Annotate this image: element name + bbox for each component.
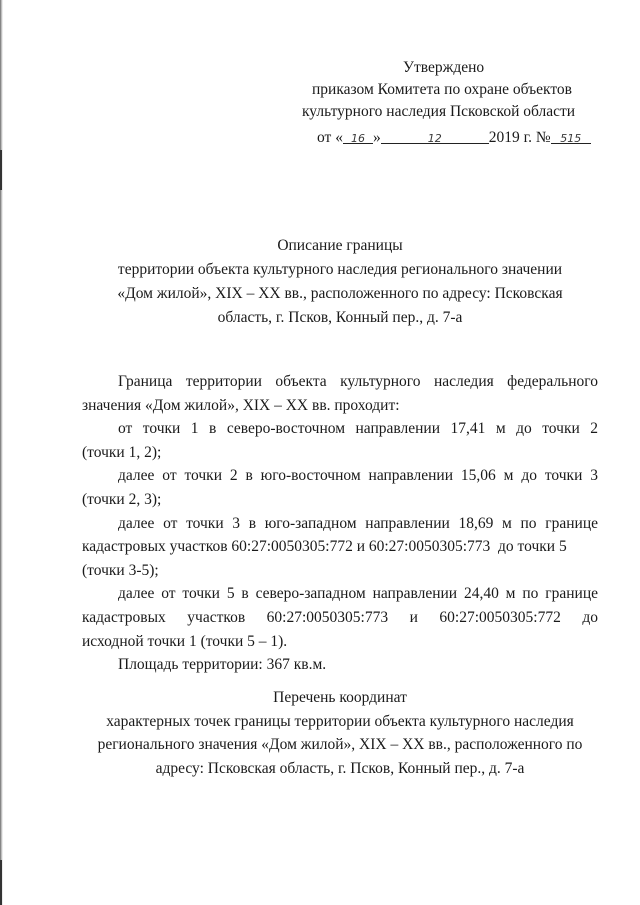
number-handwritten: 515 xyxy=(560,132,582,145)
year-number-text: 2019 г. № xyxy=(488,129,551,146)
month-handwritten: 12 xyxy=(427,132,442,145)
month-field xyxy=(381,128,489,144)
boundary-description xyxy=(82,370,598,677)
segment-line: далее от точки 2 в юго-восточном направлении 15,06 м до точки 3 xyxy=(118,467,598,485)
date-mid: » xyxy=(372,129,381,146)
scan-left-edge xyxy=(0,0,3,905)
segment-line: далее от точки 3 в юго-западном направлении 18,69 м по границе xyxy=(118,514,598,532)
segment-line: от точки 1 в северо-восточном направлении 17,41 м до точки 2 xyxy=(118,420,598,438)
description-title-line: Описание границы xyxy=(277,237,403,254)
coordinates-title-line: характерных точек границы территории объекта культурного наследия xyxy=(106,712,574,730)
approval-order-line: приказом Комитета по охране объектов xyxy=(312,81,573,98)
description-title xyxy=(80,234,600,330)
coordinates-title-line: адресу: Псковская область, г. Псков, Конный пер., д. 7-а xyxy=(155,759,525,777)
scan-edge-mark xyxy=(0,150,2,190)
scan-edge-mark xyxy=(0,860,2,905)
intro-line: значения «Дом жилой», XIX – XX вв. проходит: xyxy=(82,396,400,414)
approval-committee-line: культурного наследия Псковской области xyxy=(302,103,576,120)
approval-date-line xyxy=(317,128,591,148)
coordinates-title-line: регионального значения «Дом жилой», XIX – XX вв., расположенного по xyxy=(97,736,583,753)
date-prefix: от « xyxy=(317,129,343,146)
segment-line: (точки 2, 3); xyxy=(82,490,162,508)
day-field xyxy=(343,128,373,144)
coordinates-title-line: Перечень координат xyxy=(273,689,407,706)
approval-heading: Утверждено xyxy=(403,59,485,76)
segment-line: далее от точки 5 в северо-западном направлении 24,40 м по границе xyxy=(118,585,598,603)
coordinates-title xyxy=(80,686,600,780)
description-title-line: «Дом жилой», XIX – XX вв., расположенного по адресу: Псковская xyxy=(117,285,563,302)
intro-line: Граница территории объекта культурного наследия федерального xyxy=(118,373,598,390)
segment-line: кадастровых участков 60:27:0050305:773 и 60:27:0050305:772 до xyxy=(82,608,598,626)
area-line: Площадь территории: 367 кв.м. xyxy=(118,656,327,674)
segment-line: (точки 1, 2); xyxy=(82,443,162,461)
segment-line: (точки 3-5); xyxy=(82,561,159,579)
description-title-line: область, г. Псков, Конный пер., д. 7-а xyxy=(217,309,463,326)
day-handwritten: 16 xyxy=(350,132,365,145)
segment-line: кадастровых участков 60:27:0050305:772 и 60:27:0050305:773 до точки 5 xyxy=(82,538,567,556)
segment-line: исходной точки 1 (точки 5 – 1). xyxy=(82,632,288,650)
number-field xyxy=(551,128,591,144)
description-title-line: территории объекта культурного наследия регионального значении xyxy=(117,261,563,278)
